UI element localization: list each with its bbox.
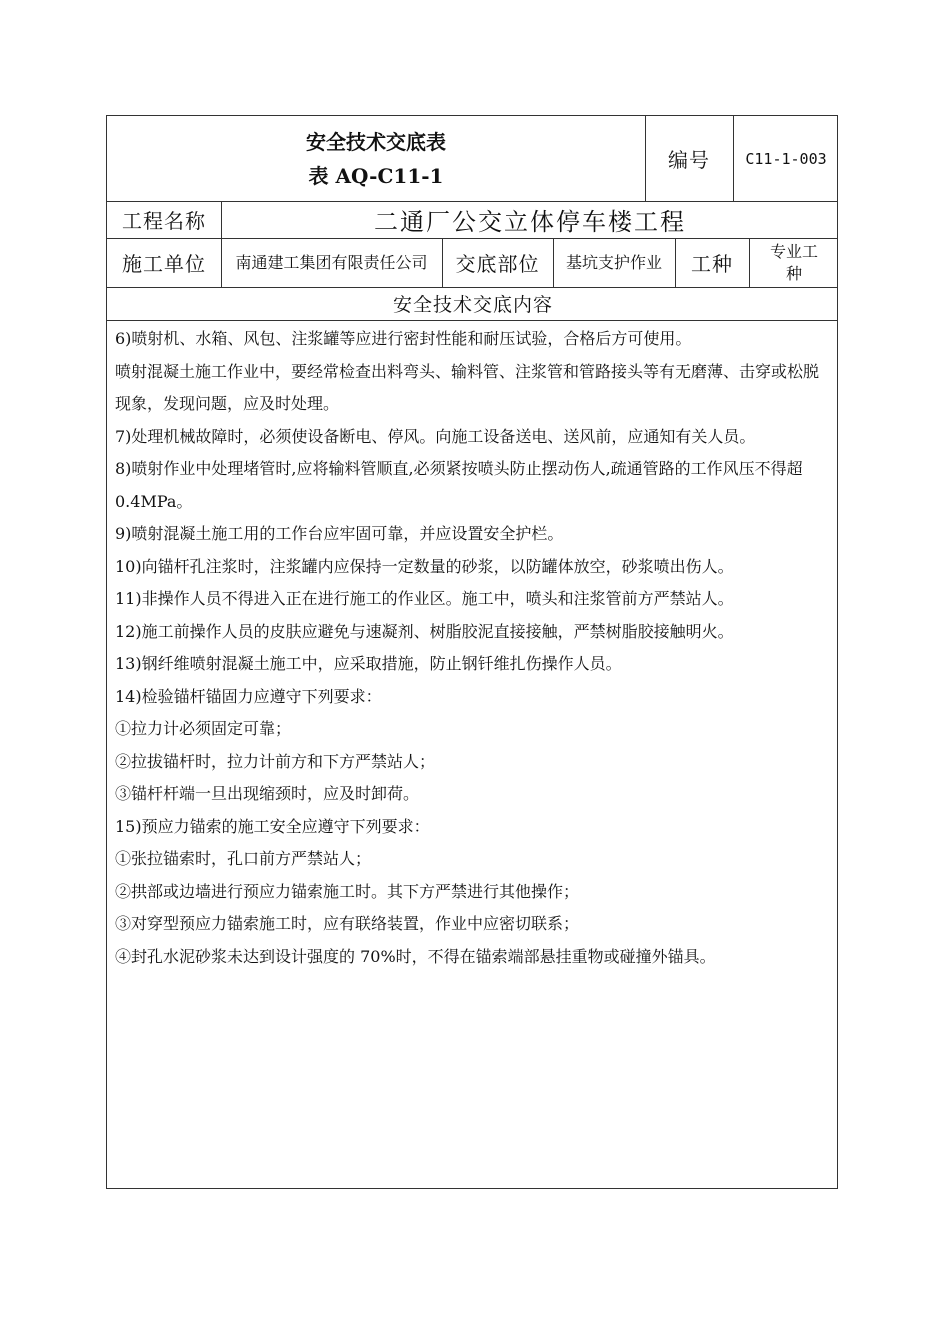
content-line: ①张拉锚索时，孔口前方严禁站人； — [115, 849, 372, 868]
briefing-part-value: 基坑支护作业 — [565, 252, 662, 272]
construction-unit-label: 施工单位 — [122, 252, 206, 276]
content-line: ②拱部或边墙进行预应力锚索施工时。其下方严禁进行其他操作； — [115, 881, 580, 901]
content-line: ④封孔水泥砂浆未达到设计强度的 70%时，不得在锚索端部悬挂重物或碰撞外锚具。 — [115, 946, 716, 966]
content-line: 10)向锚杆孔注浆时，注浆罐内应保持一定数量的砂浆，以防罐体放空，砂浆喷出伤人。 — [115, 556, 734, 576]
trade-value: 专业工种 — [769, 241, 818, 283]
content-line: 8)喷射作业中处理堵管时,应将输料管顺直,必须紧按喷头防止摆动伤人,疏通管路的工作风压不得超 0.4MPa。 — [115, 459, 803, 511]
content-line: 喷射混凝土施工作业中，要经常检查出料弯头、输料管、注浆管和管路接头等有无磨薄、击穿或松脱现象，发现问题，应及时处理。 — [115, 361, 820, 413]
project-name-value: 二通厂公交立体停车楼工程 — [374, 208, 686, 236]
briefing-content — [115, 323, 829, 973]
section-title: 安全技术交底内容 — [392, 294, 553, 316]
construction-unit-value: 南通建工集团有限责任公司 — [235, 252, 428, 272]
content-line: 11)非操作人员不得进入正在进行施工的作业区。施工中，喷头和注浆管前方严禁站人。 — [115, 589, 734, 608]
content-line: ①拉力计必须固定可靠； — [115, 719, 292, 738]
content-line: ②拉拔锚杆时，拉力计前方和下方严禁站人； — [115, 751, 436, 771]
content-line: 12)施工前操作人员的皮肤应避免与速凝剂、树脂胶泥直接接触，严禁树脂胶接触明火。 — [115, 621, 734, 641]
trade-label: 工种 — [691, 252, 733, 276]
number-value: C11-1-003 — [745, 149, 827, 168]
content-line: ③锚杆杆端一旦出现缩颈时，应及时卸荷。 — [115, 784, 420, 803]
title-cell — [107, 116, 645, 201]
form-title: 安全技术交底表 — [306, 129, 446, 154]
content-line: ③对穿型预应力锚索施工时，应有联络装置，作业中应密切联系； — [115, 914, 580, 933]
briefing-part-label: 交底部位 — [455, 252, 540, 276]
form-code: 表 AQ-C11-1 — [308, 163, 444, 188]
content-line: 7)处理机械故障时，必须使设备断电、停风。向施工设备送电、送风前，应通知有关人员。 — [115, 426, 756, 446]
safety-briefing-form — [106, 115, 838, 1189]
content-line: 6)喷射机、水箱、风包、注浆罐等应进行密封性能和耐压试验，合格后方可使用。 — [115, 329, 692, 348]
content-line: 13)钢纤维喷射混凝土施工中，应采取措施，防止钢钎维扎伤操作人员。 — [115, 654, 622, 673]
content-line: 9)喷射混凝土施工用的工作台应牢固可靠，并应设置安全护栏。 — [115, 524, 564, 543]
content-line: 15)预应力锚索的施工安全应遵守下列要求： — [115, 816, 430, 836]
row-divider — [107, 320, 837, 321]
number-label: 编号 — [668, 148, 710, 172]
content-line: 14)检验锚杆锚固力应遵守下列要求： — [115, 686, 382, 706]
project-name-label: 工程名称 — [122, 209, 206, 233]
